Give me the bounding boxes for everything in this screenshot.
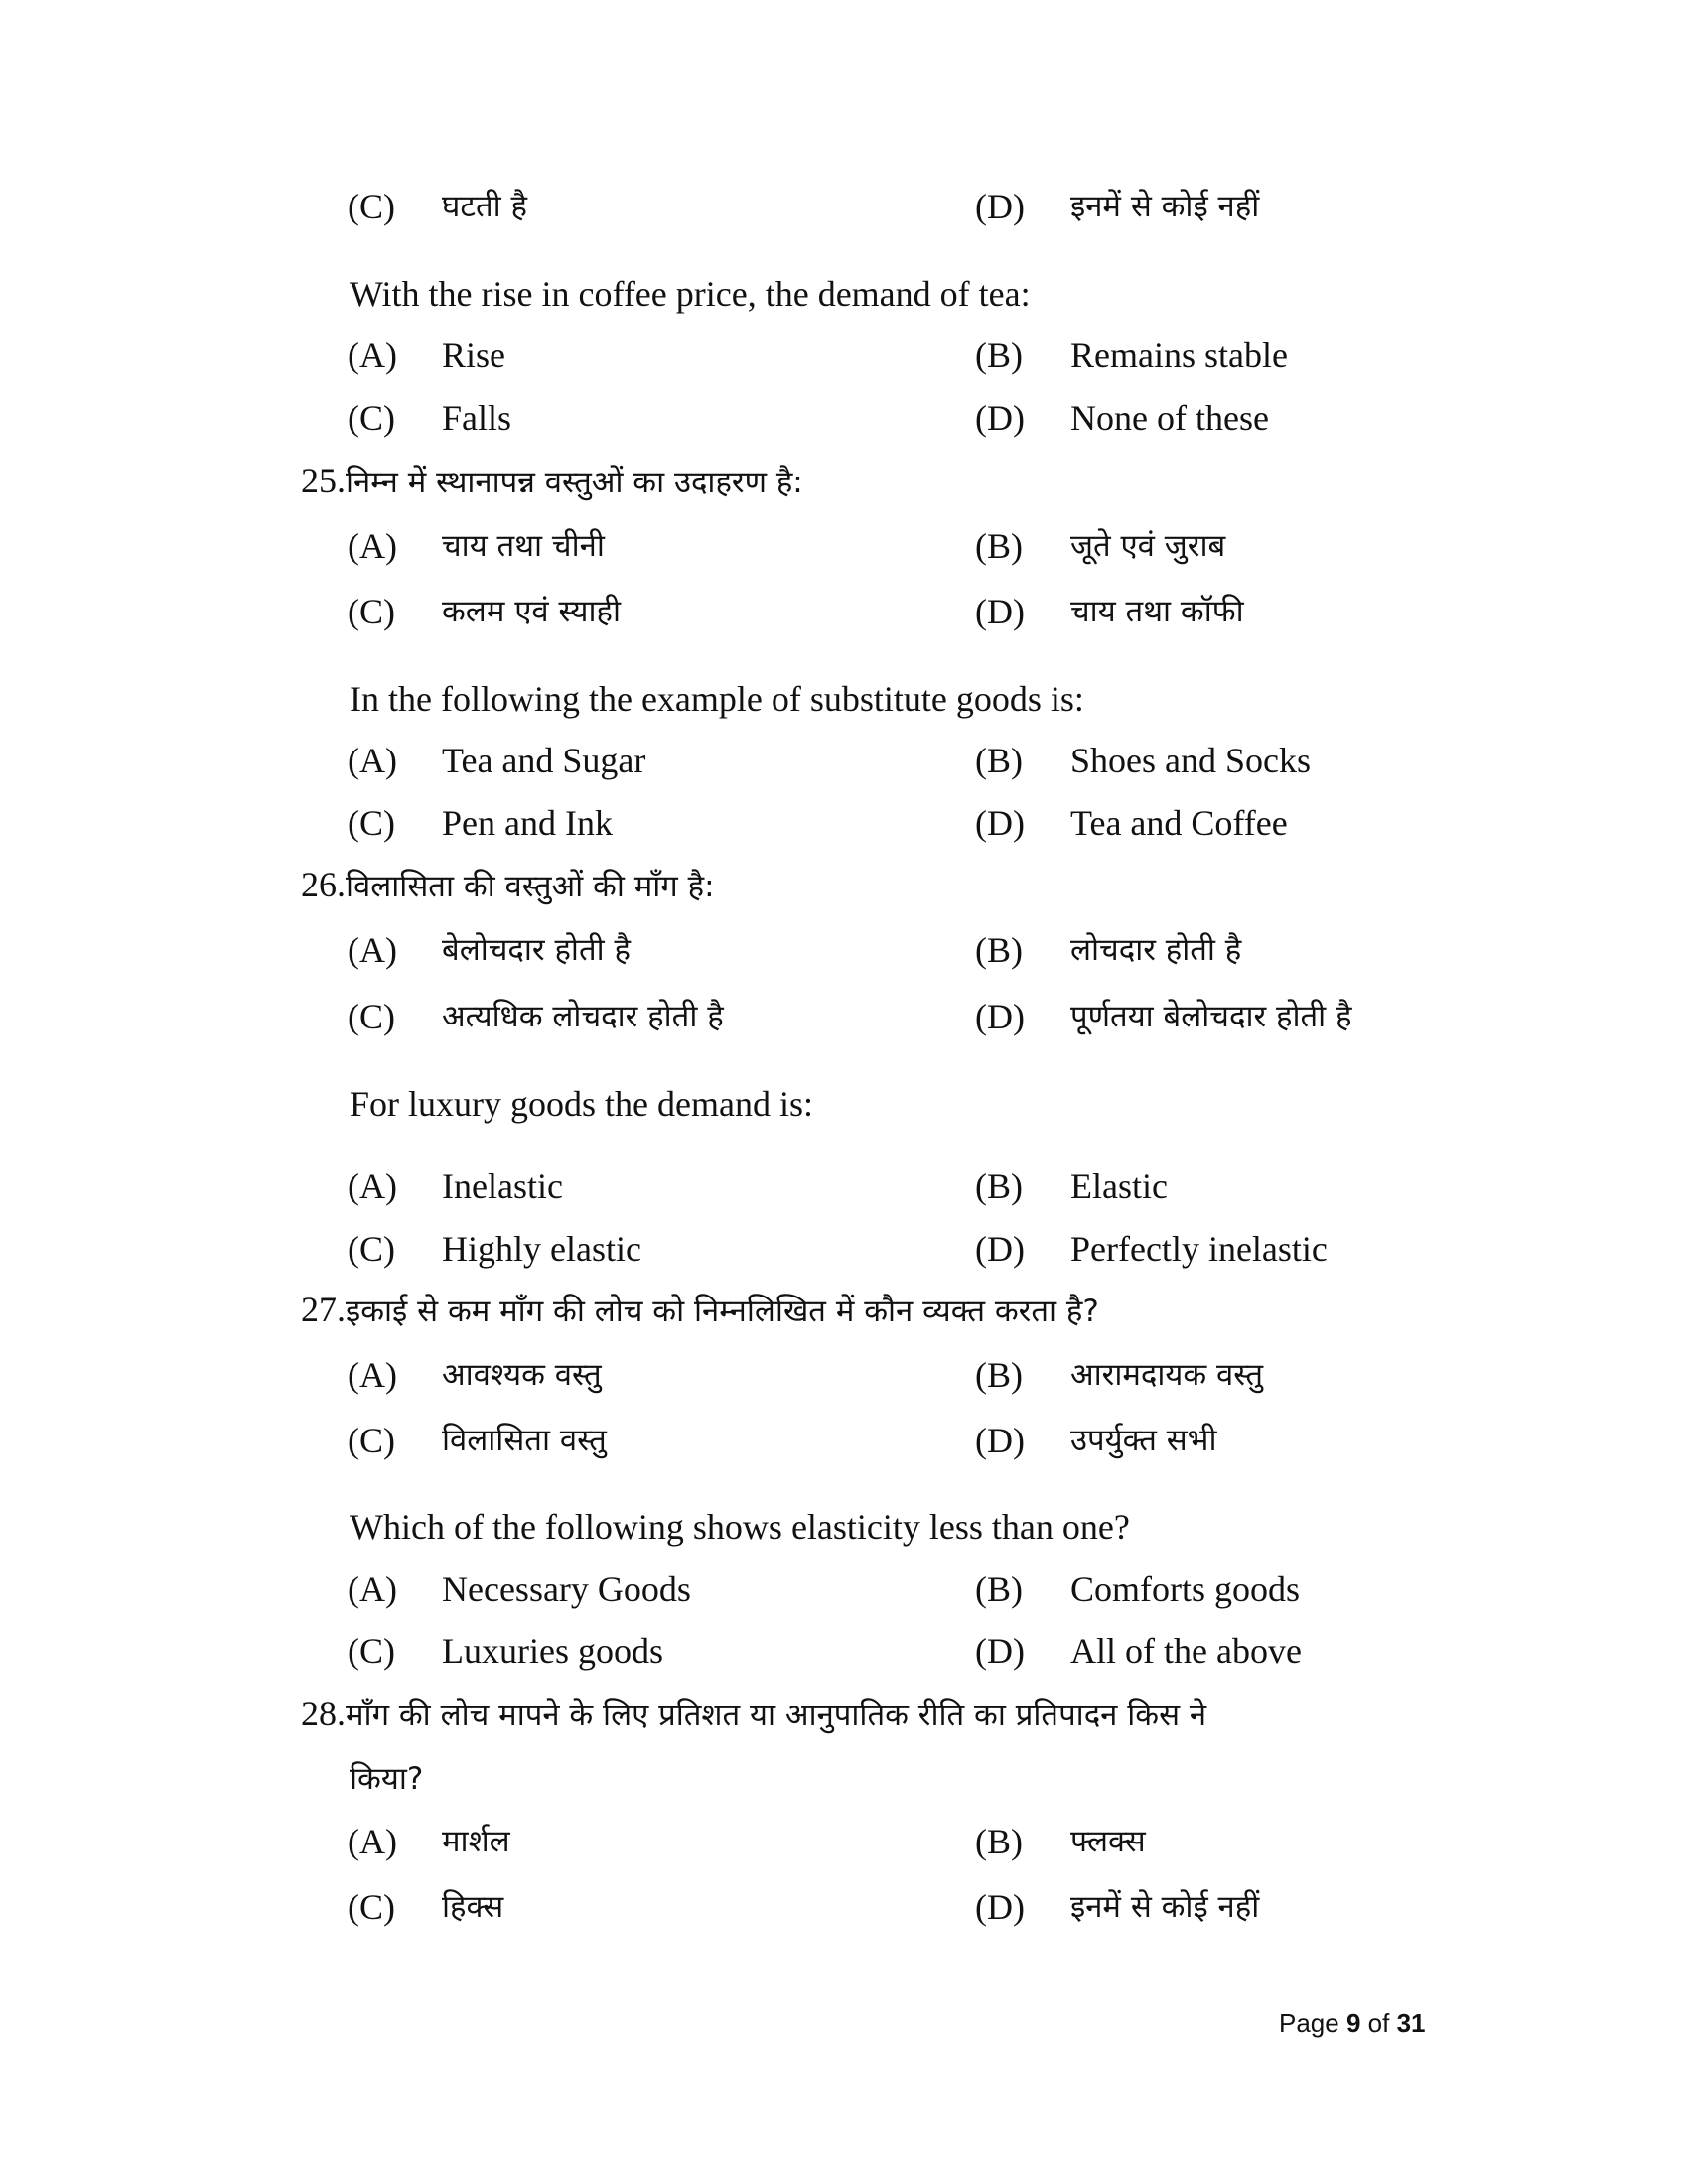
option-text: मार्शल — [442, 1824, 510, 1859]
question-text: विलासिता की वस्तुओं की माँग है: — [346, 869, 715, 904]
option-label: (A) — [348, 741, 397, 780]
option-label: (B) — [975, 526, 1023, 566]
q25-en-question: In the following the example of substitute goods is: — [350, 679, 1084, 719]
option-label: (D) — [975, 1421, 1025, 1460]
option-label: (C) — [348, 803, 395, 843]
question-text: माँग की लोच मापने के लिए प्रतिशत या आनुपातिक रीति का प्रतिपादन किस ने — [346, 1698, 1207, 1733]
option-text: Tea and Sugar — [442, 741, 646, 780]
option-label: (A) — [348, 1355, 397, 1395]
option-text: Perfectly inelastic — [1070, 1229, 1328, 1269]
option-label: (D) — [975, 997, 1025, 1036]
option-label: (B) — [975, 930, 1023, 970]
option-label: (C) — [348, 1421, 395, 1460]
option-text: आरामदायक वस्तु — [1070, 1357, 1264, 1393]
question-number: 25. — [301, 461, 346, 500]
option-label: (D) — [975, 187, 1025, 226]
q26-en-question: For luxury goods the demand is: — [350, 1084, 813, 1124]
option-text: विलासिता वस्तु — [442, 1423, 607, 1458]
option-label: (A) — [348, 1822, 397, 1861]
option-label: (A) — [348, 526, 397, 566]
option-text: Tea and Coffee — [1070, 803, 1288, 843]
option-text: Luxuries goods — [442, 1631, 663, 1671]
option-text: Falls — [442, 398, 512, 438]
option-text: अत्यधिक लोचदार होती है — [442, 999, 724, 1034]
option-label: (C) — [348, 1887, 395, 1927]
option-label: (C) — [348, 1631, 395, 1671]
option-label: (A) — [348, 336, 397, 375]
option-text: Necessary Goods — [442, 1570, 691, 1609]
option-label: (B) — [975, 741, 1023, 780]
option-text: आवश्यक वस्तु — [442, 1357, 602, 1393]
option-text: Pen and Ink — [442, 803, 613, 843]
of-word: of — [1367, 2008, 1390, 2038]
option-text: कलम एवं स्याही — [442, 594, 622, 629]
option-label: (B) — [975, 336, 1023, 375]
option-text: हिक्स — [442, 1889, 504, 1925]
page-current: 9 — [1345, 2008, 1361, 2038]
option-label: (A) — [348, 930, 397, 970]
option-text: Comforts goods — [1070, 1570, 1301, 1609]
option-label: (A) — [348, 1166, 397, 1206]
option-label: (C) — [348, 1229, 395, 1269]
question-text: किया? — [350, 1761, 424, 1797]
option-text: घटती है — [442, 189, 527, 224]
page-total: 31 — [1396, 2008, 1426, 2038]
q26-hi-question — [301, 863, 715, 908]
option-text: चाय तथा कॉफी — [1070, 594, 1244, 629]
question-text: निम्न में स्थानापन्न वस्तुओं का उदाहरण है: — [346, 465, 803, 500]
option-text: Rise — [442, 336, 506, 375]
option-text: इनमें से कोई नहीं — [1070, 1889, 1260, 1925]
page-word: Page — [1279, 2008, 1339, 2038]
option-text: Elastic — [1070, 1166, 1168, 1206]
option-label: (B) — [975, 1166, 1023, 1206]
option-label: (D) — [975, 592, 1025, 631]
option-text: Inelastic — [442, 1166, 563, 1206]
option-label: (D) — [975, 803, 1025, 843]
option-label: (A) — [348, 1570, 397, 1609]
q25-hi-question — [301, 459, 803, 504]
q27-en-question: Which of the following shows elasticity less than one? — [350, 1507, 1130, 1547]
question-number: 26. — [301, 865, 346, 904]
option-text: इनमें से कोई नहीं — [1070, 189, 1260, 224]
option-label: (C) — [348, 997, 395, 1036]
question-number: 27. — [301, 1290, 346, 1329]
option-label: (C) — [348, 187, 395, 226]
option-text: जूते एवं जुराब — [1070, 528, 1226, 564]
option-label: (D) — [975, 1887, 1025, 1927]
q27-hi-question — [301, 1288, 1099, 1333]
option-label: (C) — [348, 592, 395, 631]
option-label: (C) — [348, 398, 395, 438]
option-label: (D) — [975, 1631, 1025, 1671]
option-label: (B) — [975, 1822, 1023, 1861]
option-text: Remains stable — [1070, 336, 1288, 375]
option-text: None of these — [1070, 398, 1269, 438]
option-text: बेलोचदार होती है — [442, 932, 631, 968]
option-text: Shoes and Socks — [1070, 741, 1311, 780]
option-label: (B) — [975, 1570, 1023, 1609]
q24-en-question: With the rise in coffee price, the demand of tea: — [350, 274, 1031, 314]
option-label: (D) — [975, 398, 1025, 438]
option-label: (B) — [975, 1355, 1023, 1395]
option-text: पूर्णतया बेलोचदार होती है — [1070, 999, 1352, 1034]
option-label: (D) — [975, 1229, 1025, 1269]
option-text: चाय तथा चीनी — [442, 528, 605, 564]
question-number: 28. — [301, 1694, 346, 1733]
option-text: उपर्युक्त सभी — [1070, 1423, 1217, 1458]
option-text: Highly elastic — [442, 1229, 641, 1269]
page-number-footer — [1279, 2007, 1426, 2039]
option-text: लोचदार होती है — [1070, 932, 1242, 968]
q28-hi-question-continued — [350, 1755, 423, 1801]
option-text: All of the above — [1070, 1631, 1302, 1671]
option-text: फ्लक्स — [1070, 1824, 1146, 1859]
q28-hi-question — [301, 1692, 1206, 1737]
question-text: इकाई से कम माँग की लोच को निम्नलिखित में कौन व्यक्त करता है? — [346, 1294, 1099, 1329]
